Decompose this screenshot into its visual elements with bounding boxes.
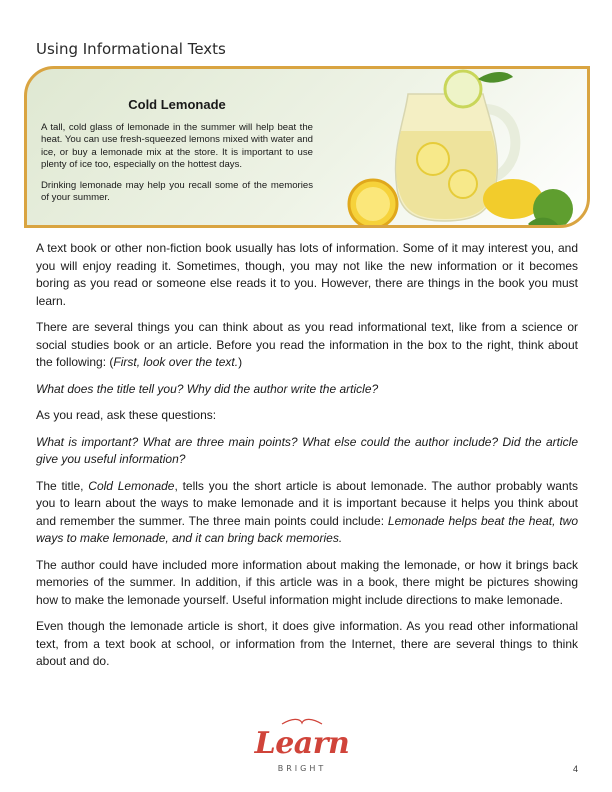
body-paragraph: There are several things you can think about as you read informational text, like from a science or social studies book or an article. Before you read the information in the box to the right, think about the following: (First, look over the text.) [36, 320, 578, 370]
rim-lemon-slice [445, 71, 481, 107]
article-card [27, 69, 327, 225]
card-title: Cold Lemonade [128, 97, 226, 112]
logo-word: Learn [254, 726, 350, 761]
body-paragraph: As you read, ask these questions: [36, 408, 217, 423]
page-header-title: Using Informational Texts [36, 40, 226, 58]
mint-leaf [478, 72, 513, 83]
card-paragraph-1: A tall, cold glass of lemonade in the summer will help beat the heat. You can use fresh-squeezed lemons mixed with water and ice, or buy a lemonade mix at the store. It is important to use plenty of ice too, especially on the hottest days. [41, 122, 313, 171]
page-number: 4 [573, 764, 579, 774]
body-paragraph: The author could have included more information about making the lemonade, or how it brings back memories of the summer. In addition, if this article was in a book, there might be pictures showing how to make the lemonade yourself. Useful information might include directions to make lemonade. [36, 557, 578, 607]
lemon-slice-in-pitcher [449, 170, 477, 198]
card-paragraph-2: Drinking lemonade may help you recall some of the memories of your summer. [41, 179, 313, 204]
lemonade-pitcher-illustration [313, 66, 583, 228]
lemon-slice-in-pitcher [417, 143, 449, 175]
learn-bright-logo [252, 720, 352, 780]
logo-subtext: BRIGHT [277, 764, 327, 773]
guiding-question: What is important? What are three main points? What else could the author include? Did the article give you useful information? [36, 434, 578, 467]
lemonade-liquid [396, 131, 496, 219]
body-paragraph: The title, Cold Lemonade, tells you the short article is about lemonade. The author probably wants you to learn about the ways to make lemonade and it is important because it helps you think about and remember the summer. The three main points could include: Lemonade helps beat the heat, two ways to make lemonade, and it can bring back memories. [36, 478, 578, 546]
body-paragraph: Even though the lemonade article is short, it does give information. As you read other informational text, from a text book at school, or information from the Internet, there are several things to think about and do. [36, 619, 578, 669]
lemonade-banner [24, 66, 590, 228]
lemon-half-flesh [356, 187, 390, 221]
guiding-question: What does the title tell you? Why did the author write the article? [36, 381, 379, 396]
main-text [36, 240, 578, 680]
body-paragraph: A text book or other non-fiction book usually has lots of information. Some of it may interest you, and you will enjoy reading it. Sometimes, though, you may not like the new information or it becomes boring as you read or someone else reads it to you. However, there are things in the book you must learn. [36, 241, 578, 308]
